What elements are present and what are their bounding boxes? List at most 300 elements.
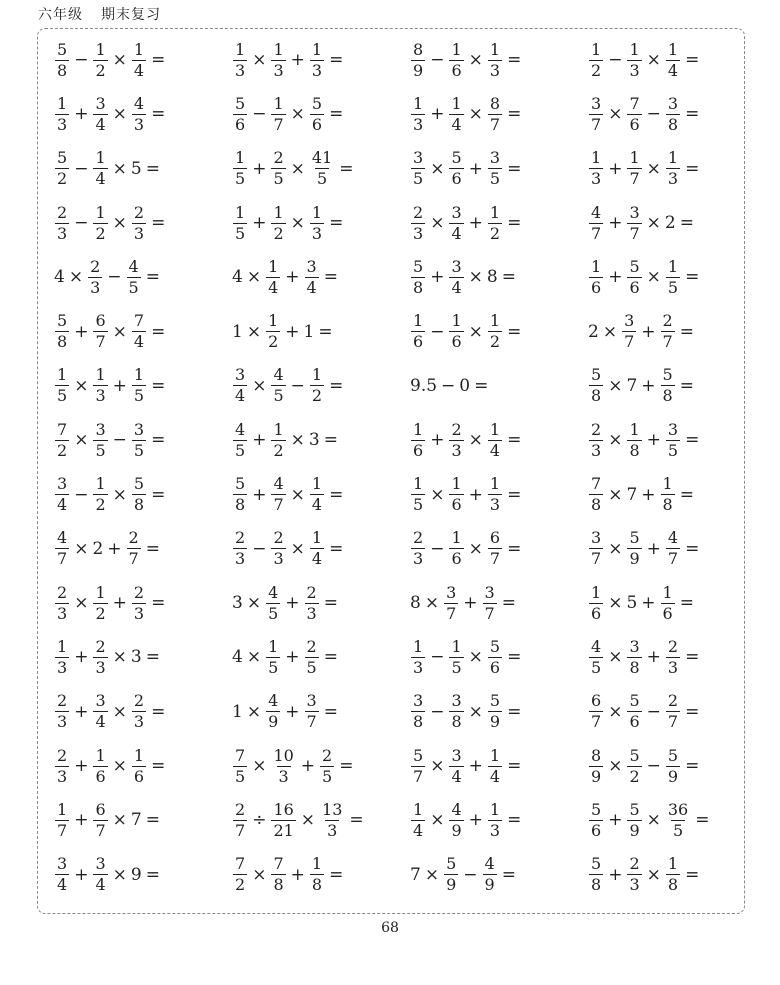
operator: = [679,375,694,396]
fraction [93,93,107,134]
fraction-numerator: 5 [629,799,640,819]
operator: × [246,593,262,614]
fraction-denominator: 2 [311,386,323,406]
math-problem [587,87,743,141]
fraction-denominator: 3 [489,820,501,840]
fraction [589,367,603,404]
math-problem [231,847,409,901]
operator: = [507,756,522,776]
fraction-denominator: 7 [446,603,457,623]
fraction-numerator: 2 [90,256,101,276]
operator: − [74,158,89,179]
operator: = [151,701,166,722]
fraction [488,636,502,677]
fraction-denominator: 3 [57,223,68,243]
fraction-numerator: 6 [591,691,602,711]
fraction-numerator: 1 [413,311,424,331]
fraction-numerator: 2 [629,854,640,874]
fraction-denominator: 5 [273,169,284,189]
fraction [55,313,69,350]
fraction-numerator: 2 [57,202,68,222]
fraction-denominator: 7 [629,169,640,189]
math-problem [231,87,409,141]
math-problem [409,413,587,467]
fraction-numerator: 2 [451,419,462,439]
fraction-denominator: 7 [591,223,602,243]
fraction-numerator: 3 [451,202,462,222]
fraction [305,636,319,677]
fraction [411,202,425,243]
fraction-denominator: 3 [133,712,145,732]
operator: = [151,104,166,125]
operator: × [290,538,305,559]
fraction [233,745,247,786]
fraction-denominator: 8 [662,386,673,406]
math-problem [587,847,743,901]
operator: × [68,267,84,288]
fraction-denominator: 5 [591,657,602,677]
fraction-denominator: 7 [306,712,317,732]
operator: = [151,484,166,505]
operator: × [300,810,316,831]
operator: − [608,50,623,71]
math-problem [53,142,231,196]
fraction-denominator: 3 [133,603,145,623]
fraction-numerator: 1 [413,474,424,494]
operator: + [646,647,661,668]
fraction [449,313,463,350]
operator: + [300,756,316,776]
fraction [271,476,285,513]
operator: = [145,864,160,885]
fraction-denominator: 6 [413,332,424,352]
fraction-denominator: 6 [629,114,640,134]
operator: + [468,756,483,776]
math-problem [587,33,743,87]
operator: − [252,104,267,125]
fraction-denominator: 7 [591,114,602,134]
fraction-numerator: 1 [273,93,284,113]
operator: × [646,267,661,288]
fraction-denominator: 8 [667,114,679,134]
fraction [132,39,146,80]
math-problem [231,196,409,250]
fraction-numerator: 3 [57,854,68,874]
operator: = [507,104,522,125]
math-problem [231,630,409,684]
math-problem [53,522,231,576]
fraction [55,39,69,80]
fraction [411,745,425,786]
fraction-denominator: 5 [268,657,279,677]
math-problem [587,630,743,684]
operator: × [430,810,445,831]
fraction [589,636,603,677]
operator: − [646,756,661,776]
fraction-denominator: 3 [273,60,284,80]
fraction-denominator: 8 [311,875,323,895]
fraction-denominator: 2 [268,332,279,352]
fraction [55,693,69,730]
fraction [449,530,463,567]
operator: = [679,321,694,342]
operator: = [145,158,160,179]
operator: + [74,321,89,342]
fraction-numerator: 1 [57,365,68,385]
fraction-denominator: 4 [133,60,145,80]
operator: = [349,810,364,831]
fraction [589,799,603,840]
fraction-denominator: 5 [322,766,333,786]
fraction-numerator: 5 [57,311,68,331]
fraction [271,202,285,243]
math-problem [409,522,587,576]
fraction-denominator: 9 [629,549,640,569]
fraction [449,150,463,187]
fraction [488,693,502,730]
fraction [127,530,141,567]
operator: = [685,158,700,179]
fraction [271,799,295,840]
math-problem [231,739,409,793]
operator: × [608,104,623,125]
math-problem [409,793,587,847]
operator: × [430,158,445,179]
fraction-numerator: 7 [235,854,246,874]
fraction [55,636,69,677]
fraction-denominator: 5 [235,223,246,243]
fraction [233,476,247,513]
fraction-numerator: 1 [451,311,462,331]
fraction-denominator: 7 [235,820,246,840]
number: 8 [410,593,421,614]
fraction [132,419,146,460]
fraction [627,693,641,730]
operator: × [608,538,623,559]
operator: × [468,647,483,668]
operator: = [339,158,354,179]
math-problem [53,413,231,467]
operator: × [290,104,305,125]
fraction-denominator: 3 [133,223,145,243]
fraction-numerator: 10 [273,745,294,765]
fraction [127,256,141,297]
fraction-numerator: 1 [311,202,323,222]
fraction-denominator: 8 [591,495,602,515]
math-problem [587,413,743,467]
fraction [449,693,463,730]
fraction [483,856,497,893]
fraction-numerator: 3 [306,691,317,711]
fraction-numerator: 3 [489,148,501,168]
operator: × [468,104,483,125]
fraction [589,582,603,623]
fraction-numerator: 3 [413,148,424,168]
fraction-denominator: 5 [489,169,501,189]
operator: = [323,593,338,614]
fraction-denominator: 4 [57,875,68,895]
fraction-denominator: 2 [489,223,501,243]
fraction-numerator: 1 [268,256,279,276]
operator: − [74,213,89,234]
fraction [449,799,463,840]
fraction [411,150,425,187]
operator: + [608,810,623,831]
operator: = [507,50,522,71]
math-problem [53,33,231,87]
fraction [55,476,69,513]
fraction [305,256,319,297]
operator: + [290,864,305,885]
operator: × [112,50,127,71]
operator: × [646,50,661,71]
fraction-denominator: 21 [273,820,294,840]
fraction [55,419,69,460]
fraction-numerator: 2 [306,582,317,602]
fraction [310,530,324,567]
fraction-numerator: 2 [413,528,424,548]
operator: = [329,375,344,396]
fraction-denominator: 7 [273,495,284,515]
operator: + [608,213,623,234]
math-problem [409,304,587,358]
fraction [627,799,641,840]
number: 5 [626,593,638,614]
operator: × [112,484,127,505]
number: 7 [130,810,142,831]
operator: = [685,267,700,288]
operator: + [608,158,623,179]
operator: = [679,213,694,234]
operator: + [290,50,305,71]
fraction [666,419,680,460]
fraction [449,256,463,297]
number: 1 [232,701,243,722]
fraction-denominator: 4 [95,875,106,895]
fraction-numerator: 1 [273,202,284,222]
fraction-denominator: 2 [273,223,284,243]
operator: × [430,213,445,234]
fraction [589,745,603,786]
fraction [488,476,502,513]
fraction [233,93,247,134]
fraction-denominator: 5 [316,169,328,189]
fraction-numerator: 1 [268,636,279,656]
operator: = [323,430,338,451]
operator: = [685,647,700,668]
fraction [589,856,603,893]
operator: × [468,538,483,559]
fraction-denominator: 6 [629,277,640,297]
fraction-denominator: 4 [95,169,106,189]
fraction [233,202,247,243]
math-problem [231,793,409,847]
operator: × [246,267,262,288]
number: 1 [232,321,243,342]
fraction-denominator: 8 [629,440,640,460]
fraction [55,582,69,623]
fraction [55,530,69,567]
fraction [310,150,334,187]
fraction-denominator: 6 [451,169,462,189]
fraction [88,256,102,297]
fraction-denominator: 3 [57,657,68,677]
operator: + [468,213,483,234]
fraction [411,419,425,460]
fraction-denominator: 2 [235,875,246,895]
operator: + [641,593,656,614]
fraction-numerator: 1 [667,256,679,276]
fraction-numerator: 1 [629,39,640,59]
fraction-denominator: 3 [591,169,602,189]
operator: = [474,375,489,396]
fraction [449,419,463,460]
fraction-numerator: 1 [451,93,462,113]
fraction-denominator: 2 [95,495,106,515]
fraction [666,150,680,187]
fraction [627,256,641,297]
fraction [310,39,324,80]
fraction-numerator: 3 [484,582,495,602]
math-problem [409,87,587,141]
fraction [271,745,295,786]
math-problem [53,685,231,739]
fraction [666,39,680,80]
fraction [55,799,69,840]
fraction-numerator: 4 [484,854,495,874]
fraction [488,745,502,786]
math-problem [231,33,409,87]
operator: + [608,267,623,288]
operator: = [679,593,694,614]
fraction [627,745,641,786]
fraction-denominator: 5 [235,169,246,189]
fraction-denominator: 8 [235,495,246,515]
fraction-numerator: 1 [311,39,323,59]
fraction-numerator: 4 [591,636,602,656]
operator: = [151,375,166,396]
math-problem [409,739,587,793]
math-problem [231,359,409,413]
fraction-numerator: 7 [273,854,284,874]
operator: = [145,538,160,559]
fraction [589,476,603,513]
fraction-numerator: 1 [489,39,501,59]
math-problem [587,467,743,521]
fraction [233,419,247,460]
fraction-numerator: 3 [95,419,106,439]
math-problem [409,33,587,87]
operator: + [641,321,656,342]
fraction [488,419,502,460]
fraction-denominator: 9 [591,766,602,786]
fraction-numerator: 2 [273,148,284,168]
fraction-numerator: 3 [451,745,462,765]
fraction-numerator: 1 [667,148,679,168]
fraction-numerator: 1 [451,636,462,656]
operator: × [646,810,661,831]
fraction-denominator: 2 [489,332,501,352]
math-problem [53,793,231,847]
fraction-denominator: 5 [667,277,679,297]
fraction-numerator: 1 [667,39,679,59]
fraction-numerator: 1 [57,93,68,113]
fraction-numerator: 1 [591,582,602,602]
operator: − [441,375,456,396]
operator: = [151,430,166,451]
fraction-denominator: 3 [591,440,602,460]
operator: + [468,158,483,179]
fraction [627,530,641,567]
fraction [589,150,603,187]
operator: × [290,158,305,179]
operator: = [685,50,700,71]
math-problem [53,250,231,304]
fraction-numerator: 1 [311,528,323,548]
operator: = [151,50,166,71]
fraction-denominator: 8 [591,875,602,895]
fraction-denominator: 9 [489,712,501,732]
fraction-numerator: 41 [311,148,333,168]
operator: + [641,375,656,396]
fraction [449,636,463,677]
operator: × [112,104,127,125]
operator: = [329,864,344,885]
fraction-numerator: 1 [235,39,246,59]
fraction-denominator: 9 [451,820,462,840]
number: 0 [459,375,471,396]
fraction [266,313,280,350]
fraction [271,419,285,460]
fraction-denominator: 4 [451,223,462,243]
fraction [449,745,463,786]
fraction-denominator: 7 [591,712,602,732]
math-problem [231,413,409,467]
fraction [132,582,146,623]
fraction [589,530,603,567]
fraction [320,799,344,840]
fraction-numerator: 3 [629,636,640,656]
fraction [55,93,69,134]
fraction-denominator: 5 [128,277,139,297]
fraction [132,367,146,404]
operator: × [252,50,267,71]
fraction-denominator: 6 [451,495,462,515]
operator: − [430,538,445,559]
math-problem [231,522,409,576]
fraction-numerator: 1 [489,202,501,222]
fraction-numerator: 5 [629,256,640,276]
fraction [666,636,680,677]
math-problem [587,576,743,630]
operator: × [430,756,445,776]
fraction-denominator: 4 [311,549,323,569]
fraction-denominator: 7 [624,332,635,352]
fraction-denominator: 8 [57,332,68,352]
fraction-denominator: 6 [413,440,424,460]
fraction [444,582,458,623]
math-problem [231,467,409,521]
fraction-numerator: 7 [133,311,145,331]
fraction [93,39,107,80]
fraction-numerator: 1 [95,582,106,602]
fraction-denominator: 8 [57,60,68,80]
fraction-denominator: 5 [133,386,145,406]
fraction-numerator: 2 [662,311,673,331]
fraction-denominator: 6 [95,766,106,786]
math-problem [53,739,231,793]
fraction-numerator: 5 [451,148,462,168]
